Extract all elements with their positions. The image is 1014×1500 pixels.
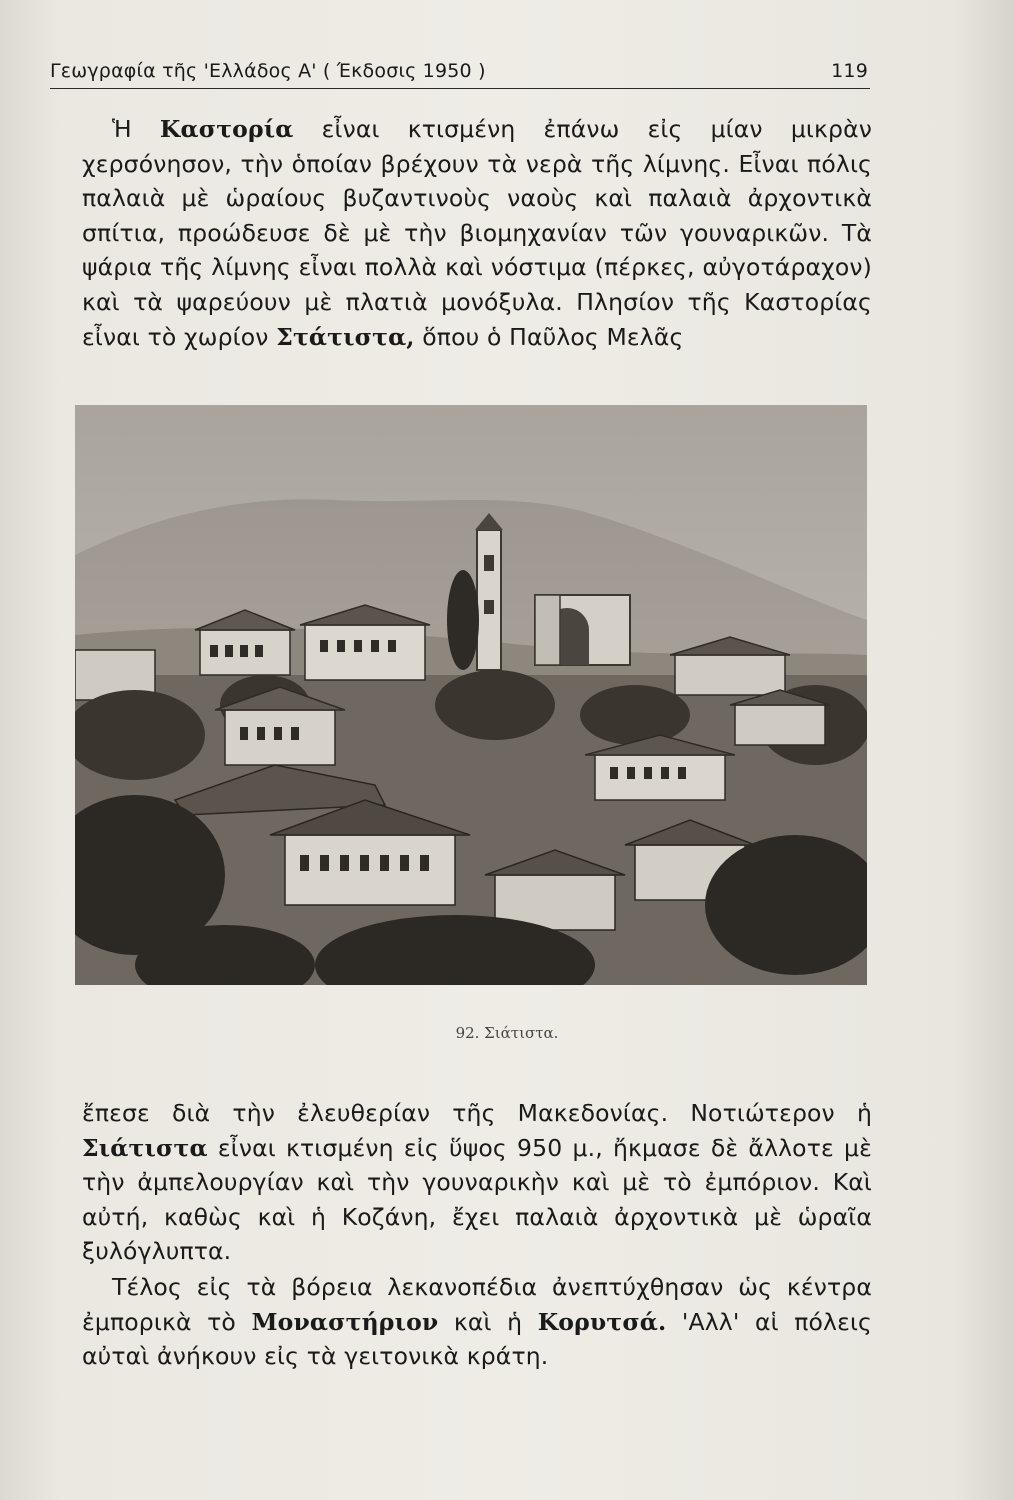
text-run: ἔπεσε διὰ τὴν ἐλευθερίαν τῆς Μακεδονίας. Νοτιώτερον ἡ — [82, 1099, 872, 1127]
paragraph-kastoria — [82, 112, 872, 354]
photograph-siatista — [75, 405, 867, 985]
place-name-kastoria: Καστορία — [159, 115, 294, 143]
text-run: 'Αλλ' αἱ πόλεις αὐταὶ ἀνήκουν εἰς τὰ γειτονικὰ κράτη. — [82, 1307, 873, 1371]
text-run: Τέλος εἰς τὰ βόρεια λεκανοπέδια ἀνεπτύχθησαν ὡς κέντρα ἐμπορικὰ τὸ — [82, 1273, 872, 1336]
text-run: Ἡ — [112, 115, 160, 143]
text-run: εἶναι κτισμένη εἰς ὕψος 950 μ., ἤκμασε δὲ ἄλλοτε μὲ τὴν ἀμπελουργίαν καὶ τὴν γουναρικὴν καὶ μὲ τὸ ἐμπόριον. Καὶ αὐτή, καθὼς καὶ ἡ Κοζάνη, ἔχει παλαιὰ ἀρχοντικὰ μὲ ὡραῖα ξυλόγλυπτα. — [82, 1133, 872, 1266]
figure-caption: 92. Σιάτιστα. — [455, 1024, 559, 1042]
paragraph-siatista — [82, 1096, 872, 1269]
place-name-korytsa: Κορυτσά. — [537, 1307, 667, 1336]
place-name-monastirion: Μοναστήριον — [251, 1307, 439, 1336]
place-name-siatista: Σιάτιστα — [82, 1133, 208, 1162]
place-name-statista: Στάτιστα, — [276, 322, 415, 351]
header-title: Γεωγραφία τῆς 'Ελλάδος Α' ( Έκδοσις 1950 ) — [50, 60, 486, 82]
page-number: 119 — [831, 60, 868, 82]
town-photo-illustration — [75, 405, 867, 985]
text-run: καὶ ἡ — [438, 1307, 538, 1336]
text-run: ὅπου ὁ Παῦλος Μελᾶς — [414, 322, 684, 351]
paragraph-northern-basins — [82, 1270, 872, 1374]
running-header — [50, 58, 870, 89]
text-run: εἶναι κτισμένη ἐπάνω εἰς μίαν μικρὰν χερσόνησον, τὴν ὁποίαν βρέχουν τὰ νερὰ τῆς λίμνης. Εἶναι πόλις παλαιὰ μὲ ὡραίους βυζαντινοὺς ναοὺς καὶ παλαιὰ ἀρχοντικὰ σπίτια, προώδευσε δὲ μὲ τὴν βιομηχανίαν τῶν γουναρικῶν. Τὰ ψάρια τῆς λίμνης εἶναι πολλὰ καὶ νόστιμα (πέρκες, αὐγοτάραχον) καὶ τὰ ψαρεύουν μὲ πλατιὰ μονόξυλα. Πλησίον τῆς Καστορίας εἶναι τὸ χωρίον — [82, 115, 873, 351]
